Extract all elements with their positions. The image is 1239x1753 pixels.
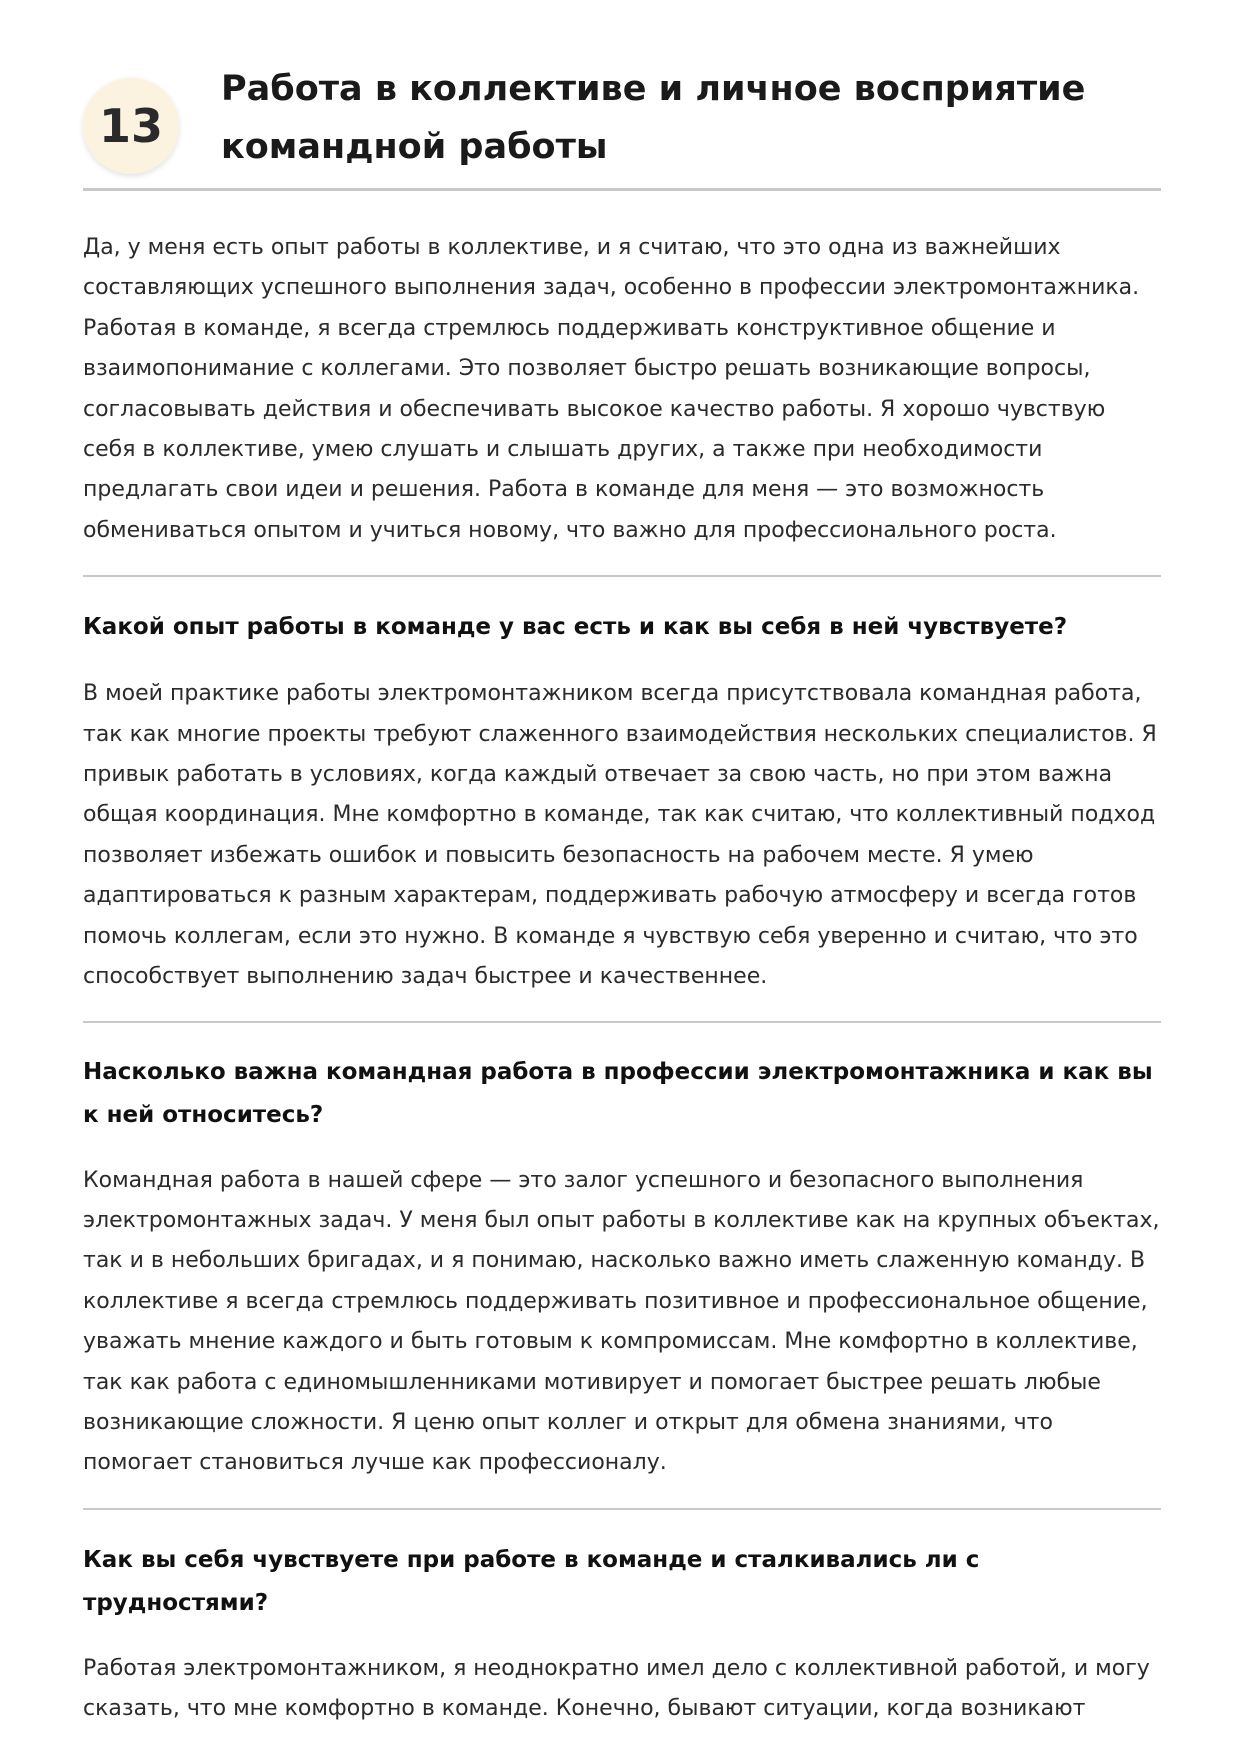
section-divider [83,1508,1161,1510]
section-header [83,0,1161,191]
qa-block-2 [83,1051,1161,1484]
qa-block-3 [83,1539,1161,1730]
section-number-badge: 13 [83,78,179,174]
intro-paragraph: Да, у меня есть опыт работы в коллективе, и я считаю, что это одна из важнейших составляющих успешного выполнения задач, особенно в профессии электромонтажника. Работая в команде, я всегда стремлюсь поддерживать конструктивное общение и взаимопонимание с коллегами. Это позволяет быстро решать возникающие вопросы, согласовывать действия и обеспечивать высокое качество работы. Я хорошо чувствую себя в коллективе, умею слушать и слышать других, а также при необходимости предлагать свои идеи и решения. Работа в команде для меня — это возможность обмениваться опытом и учиться новому, что важно для профессионального роста. [83,235,1140,543]
qa-block-1 [83,606,1161,997]
question-heading: Как вы себя чувствуете при работе в команде и сталкивались ли с трудностями? [83,1546,980,1616]
answer-paragraph: Работая электромонтажником, я неоднократно имел дело с коллективной работой, и могу сказать, что мне комфортно в команде. Конечно, бывают ситуации, когда возникают [83,1655,1150,1722]
section-divider [83,1021,1161,1023]
question-heading: Какой опыт работы в команде у вас есть и как вы себя в ней чувствуете? [83,614,1068,641]
answer-paragraph: В моей практике работы электромонтажником всегда присутствовала командная работа, так как многие проекты требуют слаженного взаимодействия нескольких специалистов. Я привык работать в условиях, когда каждый отвечает за свою часть, но при этом важна общая координация. Мне комфортно в команде, так как считаю, что коллективный подход позволяет избежать ошибок и повысить безопасность на рабочем месте. Я умею адаптироваться к разным характерам, поддерживать рабочую атмосферу и всегда готов помочь коллегам, если это нужно. В команде я чувствую себя уверенно и считаю, что это способствует выполнению задач быстрее и качественнее. [83,681,1157,990]
section-divider [83,575,1161,577]
document-page [83,0,1161,1730]
question-heading: Насколько важна командная работа в профессии электромонтажника и как вы к ней относитесь? [83,1058,1153,1128]
section-title: Работа в коллективе и личное восприятие командной работы [221,69,1086,167]
intro-section [83,191,1161,551]
answer-paragraph: Командная работа в нашей сфере — это залог успешного и безопасного выполнения электромонтажных задач. У меня был опыт работы в коллективе как на крупных объектах, так и в небольших бригадах, и я понимаю, насколько важно иметь слаженную команду. В коллективе я всегда стремлюсь поддерживать позитивное и профессиональное общение, уважать мнение каждого и быть готовым к компромиссам. Мне комфортно в коллективе, так как работа с единомышленниками мотивирует и помогает быстрее решать любые возникающие сложности. Я ценю опыт коллег и открыт для обмена знаниями, что помогает становиться лучше как профессионалу. [83,1167,1160,1476]
